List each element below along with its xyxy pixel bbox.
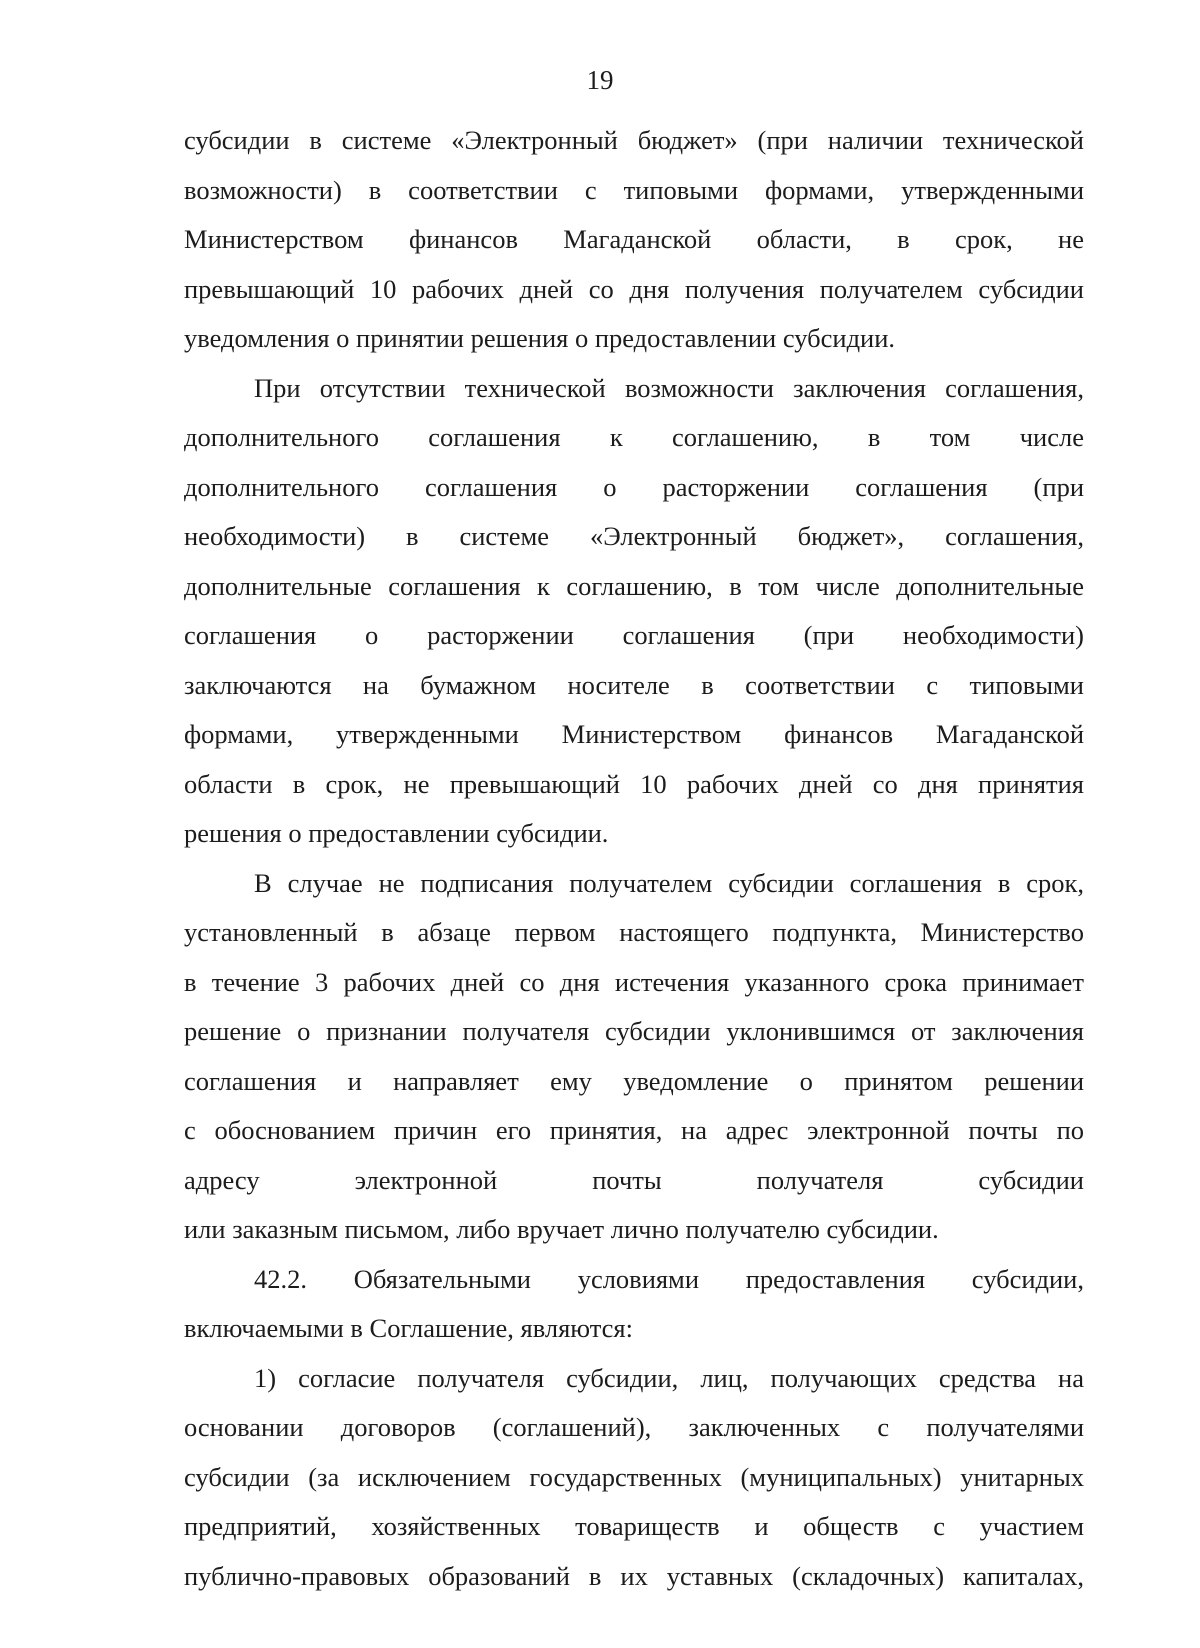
text-line: в течение 3 рабочих дней со дня истечения указанного срока принимает xyxy=(184,966,1084,997)
text-line: возможности) в соответствии с типовыми формами, утвержденными xyxy=(184,174,1084,205)
text-line: основании договоров (соглашений), заключенных с получателями xyxy=(184,1412,1084,1442)
text-line: с обоснованием причин его принятия, на адрес электронной почты по xyxy=(184,1115,1084,1145)
text-line: дополнительные соглашения к соглашению, в том числе дополнительные xyxy=(184,570,1084,601)
text-line: дополнительного соглашения о расторжении соглашения (при xyxy=(184,471,1084,502)
text-line: заключаются на бумажном носителе в соответствии с типовыми xyxy=(184,669,1084,700)
paragraph xyxy=(184,364,1084,859)
text-line: решение о признании получателя субсидии уклонившимся от заключения xyxy=(184,1016,1084,1046)
text-line: установленный в абзаце первом настоящего подпункта, Министерство xyxy=(184,917,1084,947)
text-line: публично-правовых образований в их уставных (складочных) капиталах, xyxy=(184,1560,1084,1591)
text-line: включаемыми в Соглашение, являются: xyxy=(184,1313,633,1343)
text-line: соглашения о расторжении соглашения (при необходимости) xyxy=(184,620,1084,650)
text-line: области в срок, не превышающий 10 рабочих дней со дня принятия xyxy=(184,768,1084,799)
text-line: Министерством финансов Магаданской области, в срок, не xyxy=(184,224,1084,254)
text-line: или заказным письмом, либо вручает лично получателю субсидии. xyxy=(184,1214,939,1244)
page-number: 19 xyxy=(586,65,614,95)
text-line: превышающий 10 рабочих дней со дня получения получателем субсидии xyxy=(184,273,1084,304)
paragraph xyxy=(184,859,1084,1255)
text-line: 1) согласие получателя субсидии, лиц, получающих средства на xyxy=(254,1362,1084,1393)
text-line: формами, утвержденными Министерством финансов Магаданской xyxy=(184,719,1084,749)
text-line: решения о предоставлении субсидии. xyxy=(184,818,609,848)
paragraph xyxy=(184,1354,1084,1602)
text-line: предприятий, хозяйственных товариществ и обществ с участием xyxy=(184,1511,1084,1541)
text-line: соглашения и направляет ему уведомление о принятом решении xyxy=(184,1065,1084,1096)
paragraph xyxy=(184,116,1084,364)
text-line: При отсутствии технической возможности заключения соглашения, xyxy=(254,372,1084,403)
text-line: уведомления о принятии решения о предоставлении субсидии. xyxy=(184,323,896,353)
text-line: 42.2. Обязательными условиями предоставления субсидии, xyxy=(254,1263,1084,1294)
text-line: субсидии (за исключением государственных (муниципальных) унитарных xyxy=(184,1461,1084,1492)
text-line: адресу электронной почты получателя субсидии xyxy=(184,1164,1084,1195)
paragraph xyxy=(184,1255,1084,1354)
text-line: необходимости) в системе «Электронный бюджет», соглашения, xyxy=(184,521,1084,551)
document-body xyxy=(184,116,1084,1601)
text-line: субсидии в системе «Электронный бюджет» (при наличии технической xyxy=(184,125,1084,155)
text-line: дополнительного соглашения к соглашению, в том числе xyxy=(184,422,1084,452)
text-line: В случае не подписания получателем субсидии соглашения в срок, xyxy=(254,867,1084,898)
